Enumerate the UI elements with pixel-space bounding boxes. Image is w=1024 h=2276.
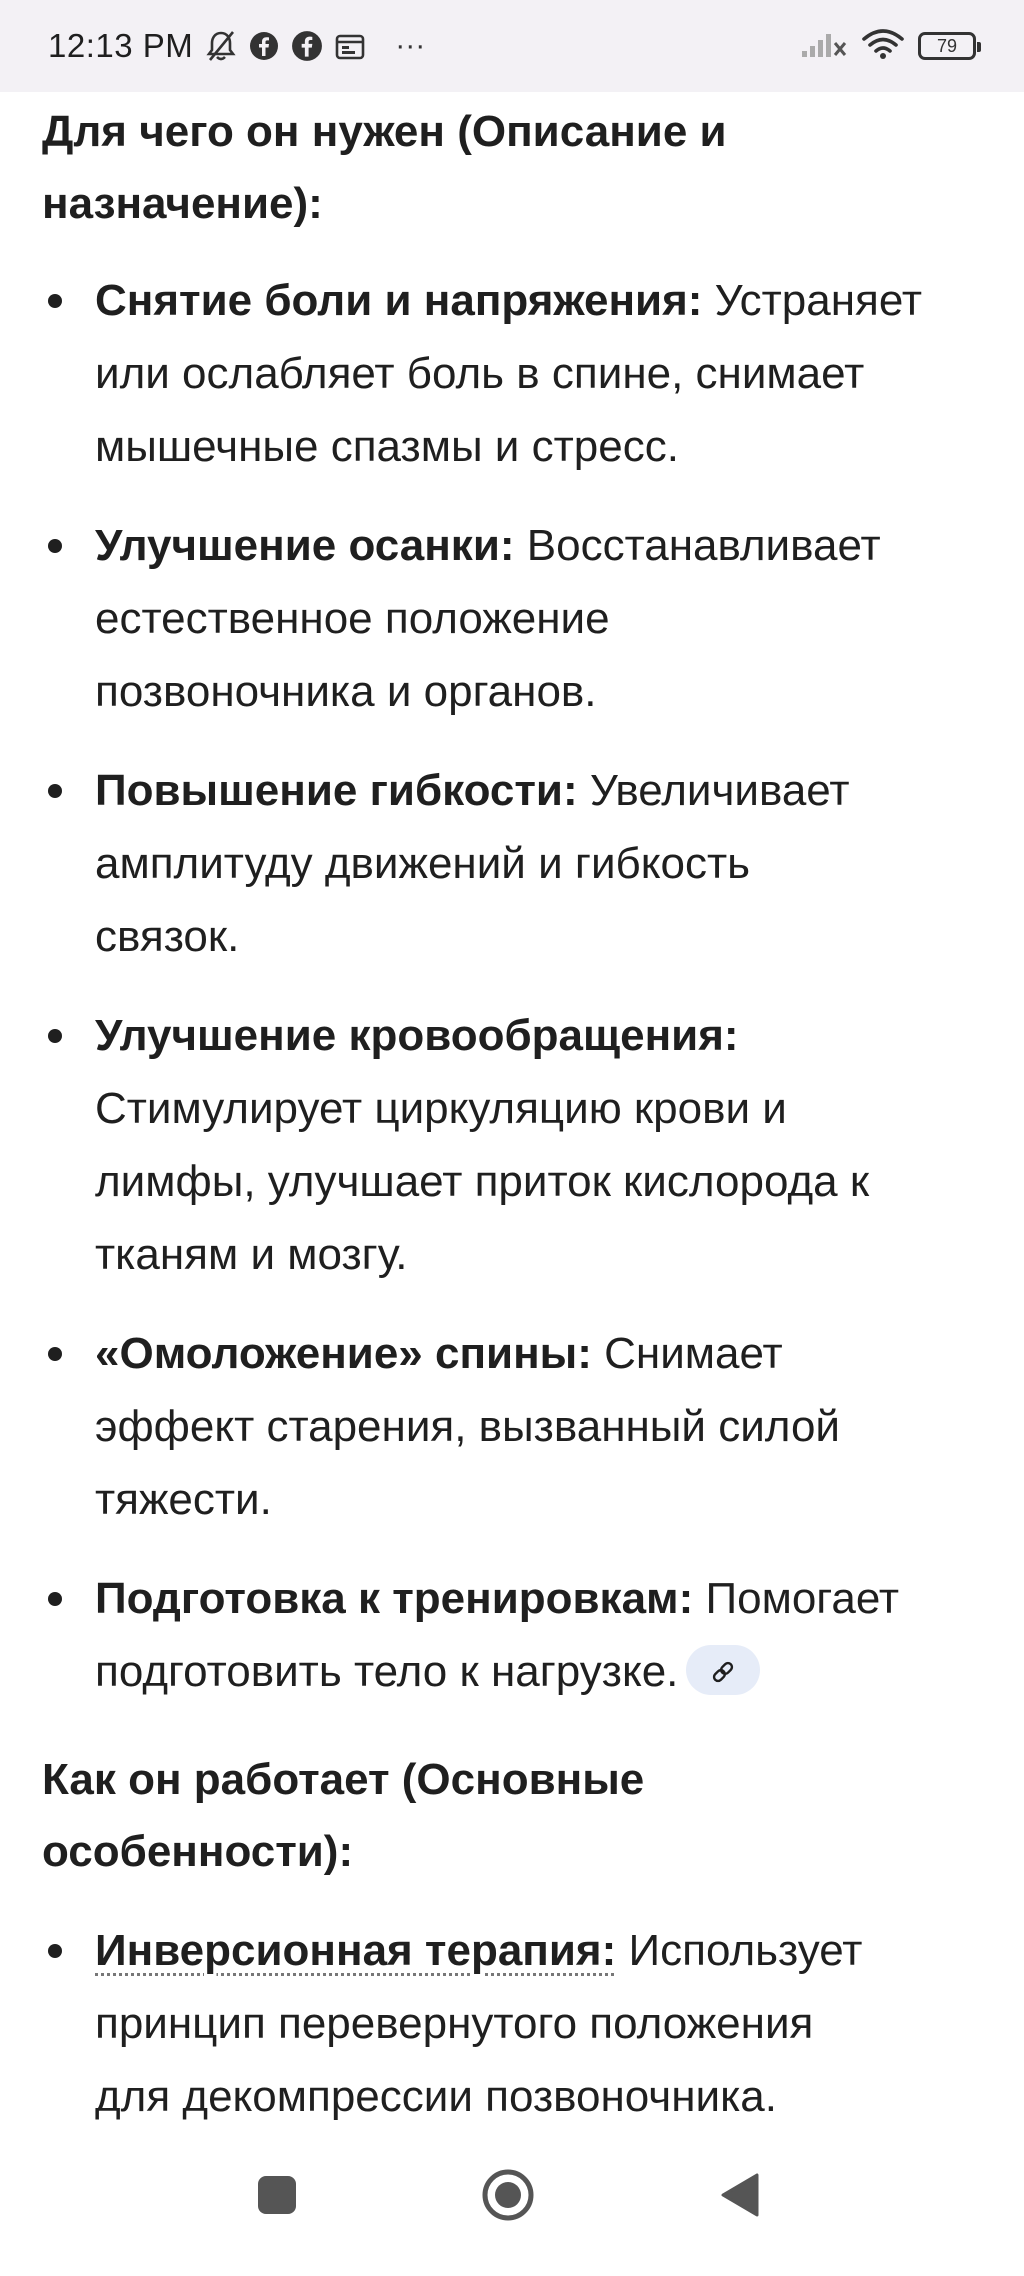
item-text: Стимулирует циркуляцию крови и <box>95 1084 787 1133</box>
list-item <box>42 509 984 728</box>
home-circle-icon <box>480 2167 536 2228</box>
item-text: Увеличивает <box>577 766 850 815</box>
list-item <box>42 264 984 483</box>
list-item <box>42 1914 984 2133</box>
recents-button[interactable] <box>232 2152 322 2242</box>
link-icon <box>710 1634 736 1707</box>
bell-off-icon <box>205 29 237 63</box>
item-text: амплитуду движений и гибкость <box>95 839 751 888</box>
wifi-icon <box>862 28 904 65</box>
chat-response-content <box>0 92 1024 2142</box>
recents-square-icon <box>255 2173 299 2222</box>
item-text: мышечные спазмы и стресс. <box>95 422 679 471</box>
inversion-therapy-term[interactable]: Инверсионная терапия: <box>95 1926 617 1975</box>
item-text: тканям и мозгу. <box>95 1230 408 1279</box>
battery-icon: 79 <box>918 32 976 60</box>
facebook-icon <box>291 30 323 62</box>
item-title: Снятие боли и напряжения: <box>95 276 703 325</box>
item-text: для декомпрессии позвоночника. <box>95 2072 777 2121</box>
item-text: Использует <box>616 1926 863 1975</box>
item-text: принцип перевернутого положения <box>95 1999 814 2048</box>
item-title: «Омоложение» спины: <box>95 1329 592 1378</box>
purpose-list <box>42 264 984 1708</box>
item-title: Повышение гибкости: <box>95 766 578 815</box>
item-text: подготовить тело к нагрузке. <box>95 1647 679 1696</box>
section-heading-how-it-works <box>42 1744 984 1888</box>
back-button[interactable] <box>694 2152 784 2242</box>
item-text: или ослабляет боль в спине, снимает <box>95 349 865 398</box>
notification-icons <box>205 29 425 63</box>
signal-icon <box>800 29 848 64</box>
navigation-bar <box>0 2142 1024 2276</box>
item-text: связок. <box>95 912 240 961</box>
status-right <box>800 28 976 65</box>
features-list <box>42 1914 984 2133</box>
heading-line: Для чего он нужен (Описание и <box>42 107 727 156</box>
item-text: Снимает <box>591 1329 783 1378</box>
home-button[interactable] <box>463 2152 553 2242</box>
list-item <box>42 1317 984 1536</box>
item-text: позвоночника и органов. <box>95 667 597 716</box>
list-item <box>42 1562 984 1708</box>
item-text: Устраняет <box>702 276 923 325</box>
item-text: естественное положение <box>95 594 610 643</box>
item-text: тяжести. <box>95 1475 272 1524</box>
item-title: Улучшение осанки: <box>95 521 515 570</box>
more-notifications: ··· <box>395 29 426 62</box>
item-text: Восстанавливает <box>514 521 881 570</box>
item-title: Улучшение кровообращения: <box>95 1011 739 1060</box>
back-triangle-icon <box>717 2171 761 2224</box>
status-bar <box>0 0 1024 92</box>
item-text: Помогает <box>693 1574 900 1623</box>
list-item <box>42 999 984 1291</box>
item-text: эффект старения, вызванный силой <box>95 1402 841 1451</box>
heading-line: Как он работает (Основные <box>42 1755 645 1804</box>
item-text: лимфы, улучшает приток кислорода к <box>95 1157 870 1206</box>
source-link-button[interactable] <box>686 1645 760 1695</box>
heading-line: особенности): <box>42 1827 354 1876</box>
item-title: Подготовка к тренировкам: <box>95 1574 694 1623</box>
facebook-icon <box>249 31 279 61</box>
list-item <box>42 754 984 973</box>
status-time: 12:13 PM <box>48 27 194 64</box>
section-heading-purpose <box>42 96 984 240</box>
calendar-icon <box>335 32 365 60</box>
heading-line: назначение): <box>42 179 323 228</box>
